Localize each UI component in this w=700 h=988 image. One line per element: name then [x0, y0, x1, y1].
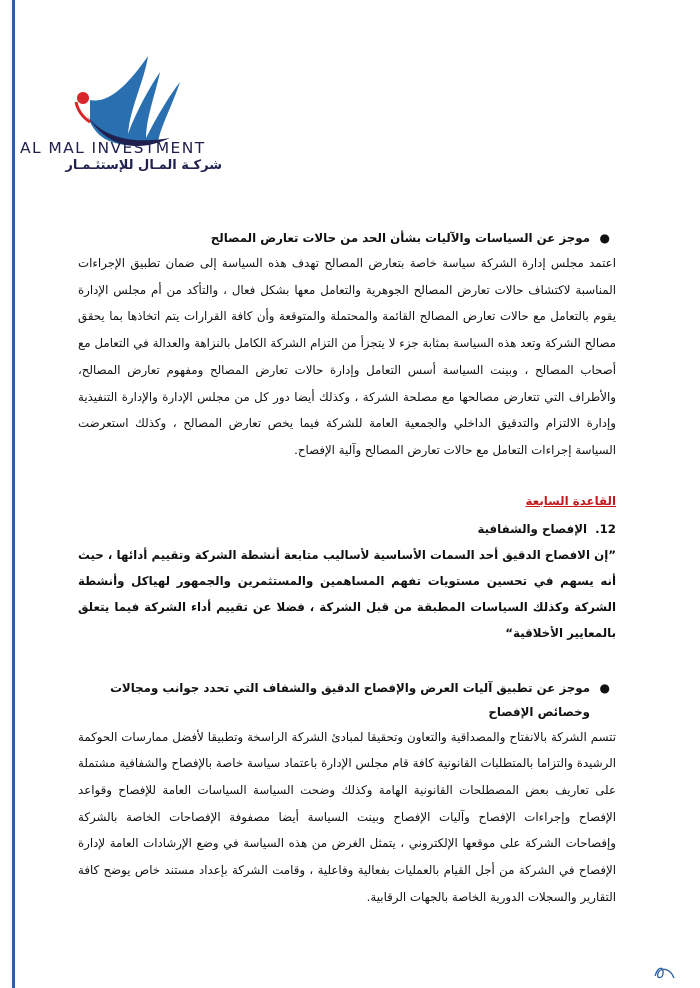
- logo-red-dot: [77, 92, 89, 104]
- section-number: 12.: [595, 521, 616, 536]
- section-heading-disclosure: ● موجز عن تطبيق آليات العرض والإفصاح الدقيق والشفاف التي تحدد جوانب ومجالات وخصائص الإفصاح: [78, 676, 616, 724]
- bullet-icon: ●: [599, 231, 610, 245]
- disclosure-policy-paragraph: تتسم الشركة بالانفتاح والمصداقية والتعاون وتحقيقا لمبادئ الشركة الراسخة وتطبيقا لأفضل ممارسات الحوكمة الرشيدة والتزاما بالمتطلبات القانونية كافة قام مجلس الإدارة باعتماد سياسة خاصة بالإفصاح والشفافية مشتملة على تعاريف بعض المصطلحات القانونية الهامة وكذلك وضحت السياسة السياسات العامة للإفصاح وقواعد الإفصاح وإجراءات الإفصاح وآليات الإفصاح وبينت السياسة أيضا مصفوفة الإفصاحات الخاصة بالشركة وإفصاحات الشركة على موقعها الإلكتروني ، يتمثل الغرض من هذه السياسة في وضع الإرشادات العامة لإدارة الإفصاح في الشركة من أجل القيام بالعمليات بفعالية وفاعلية ، وقامت الشركة بإعداد مستند خاص يوضح كافة التقارير والسجلات الدورية الخاصة بالجهات الرقابية.: [78, 729, 616, 904]
- document-body: [78, 226, 616, 911]
- section-name: الإفصاح والشفافية: [477, 521, 588, 536]
- logo-red-arc: [76, 102, 90, 122]
- logo-name-ar: شركـة المـال للإستثـمـار: [65, 158, 222, 173]
- bullet-icon: ●: [599, 680, 610, 695]
- initials-mark-icon: [652, 962, 678, 982]
- conflict-policy-paragraph: اعتمد مجلس إدارة الشركة سياسة خاصة بتعارض المصالح تهدف هذه السياسة إلى ضمان تطبيق الإجراءات المناسبة لاكتشاف حالات تعارض المصالح الجوهرية والتعامل معها بشكل فعال ، والتأكد من أم مجلس الإدارة يقوم بالتعامل مع حالات تعارض المصالح القائمة والمحتملة والمتوقعة وأن كافة القرارات يتم اتخاذها بما يحقق مصالح الشركة وتعد هذه السياسة بمثابة جزء لا يتجزأ من التزام الشركة الكامل بالنزاهة والعدالة في التعامل مع أصحاب المصالح ، وبينت السياسة أسس التعامل وإدارة حالات تعارض المصالح ومفهوم تعارض المصالح، والأطراف التي تتعارض مصالحها مع مصلحة الشركة ، وكذلك أيضا دور كل من مجلس الإدارة والإدارة التنفيذية وإدارة الالتزام والتدقيق الداخلي والجمعية العامة للشركة فيما يخص تعارض المصالح ، وكذلك استعرضت السياسة إجراءات التعامل مع حالات تعارض المصالح وآلية الإفصاح.: [78, 256, 616, 457]
- disclosure-quote: ”إن الافصاح الدقيق أحد السمات الأساسية لأساليب متابعة أنشطة الشركة وتقييم أدائها ، حيث أنه يسهم في تحسين مستويات تفهم المساهمين والمستثمرين والجمهور لهياكل وأنشطة الشركة وكذلك السياسات المطبقة من قبل الشركة ، فضلا عن تقييم أداء الشركة فيما يتعلق بالمعايير الأخلاقية“: [78, 547, 616, 640]
- rule-title: القاعدة السابعة: [525, 493, 616, 508]
- logo-name-en: AL MAL INVESTMENT: [20, 139, 206, 157]
- section-number-heading: [78, 518, 616, 540]
- margin-rule: [12, 0, 15, 988]
- section-heading-conflict: ● موجز عن السياسات والآليات بشأن الحد من حالات تعارض المصالح: [78, 226, 616, 250]
